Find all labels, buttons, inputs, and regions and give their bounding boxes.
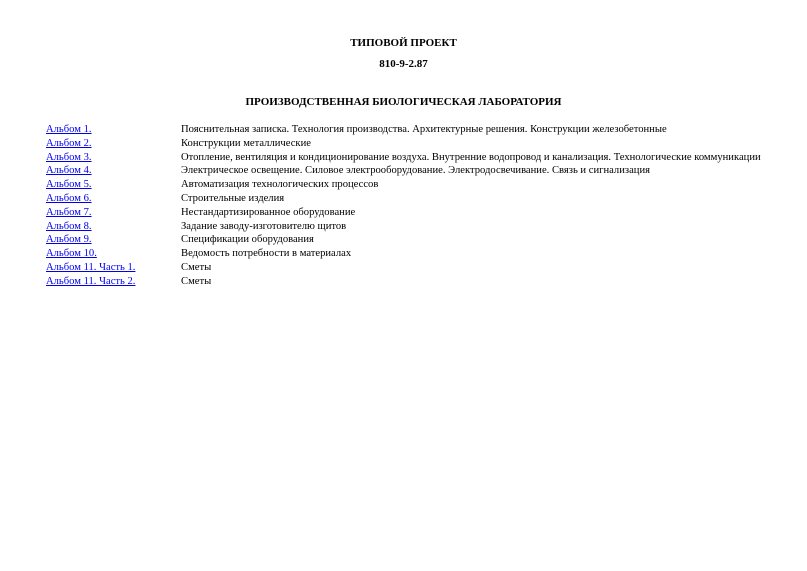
- album-row: [46, 164, 762, 178]
- project-code: 810-9-2.87: [379, 58, 428, 70]
- album-description: Нестандартизированное оборудование: [181, 206, 356, 218]
- album-description: Сметы: [181, 275, 212, 287]
- album-description: Электрическое освещение. Силовое электрооборудование. Электродосвечивание. Связь и сигнализация: [181, 165, 650, 177]
- album-link[interactable]: Альбом 11. Часть 1.: [46, 261, 136, 273]
- album-description: Задание заводу-изготовителю щитов: [181, 220, 347, 232]
- album-description: Пояснительная записка. Технология производства. Архитектурные решения. Конструкции железобетонные: [181, 124, 667, 135]
- album-link[interactable]: Альбом 3.: [46, 151, 92, 163]
- album-link[interactable]: Альбом 1.: [46, 124, 92, 135]
- album-row: [46, 151, 762, 165]
- album-link[interactable]: Альбом 4.: [46, 165, 92, 177]
- album-list: [46, 123, 762, 289]
- album-link[interactable]: Альбом 6.: [46, 192, 92, 204]
- document-subtitle: ПРОИЗВОДСТВЕННАЯ БИОЛОГИЧЕСКАЯ ЛАБОРАТОРИЯ: [245, 96, 562, 108]
- album-link[interactable]: Альбом 10.: [46, 248, 97, 260]
- album-link[interactable]: Альбом 5.: [46, 179, 92, 191]
- album-row: [46, 247, 762, 261]
- album-row: [46, 220, 762, 234]
- album-row: [46, 192, 762, 206]
- album-link[interactable]: Альбом 7.: [46, 206, 92, 218]
- album-description: Конструкции металлические: [181, 137, 311, 149]
- album-link[interactable]: Альбом 2.: [46, 137, 92, 149]
- album-row: [46, 233, 762, 247]
- album-link[interactable]: Альбом 9.: [46, 234, 92, 246]
- album-row: [46, 206, 762, 220]
- album-description: Строительные изделия: [181, 192, 285, 204]
- album-row: [46, 137, 762, 151]
- album-row: [46, 178, 762, 192]
- album-row: [46, 123, 762, 137]
- album-description: Ведомость потребности в материалах: [181, 248, 352, 260]
- document-title: ТИПОВОЙ ПРОЕКТ: [350, 37, 457, 49]
- album-description: Автоматизация технологических процессов: [181, 179, 379, 191]
- album-description: Сметы: [181, 261, 212, 273]
- album-link[interactable]: Альбом 8.: [46, 220, 92, 232]
- album-description: Спецификации оборудования: [181, 234, 314, 246]
- album-description: Отопление, вентиляция и кондиционирование воздуха. Внутренние водопровод и канализация. Технологические коммуникации: [181, 151, 761, 163]
- album-row: [46, 261, 762, 275]
- album-row: [46, 275, 762, 289]
- album-link[interactable]: Альбом 11. Часть 2.: [46, 275, 136, 287]
